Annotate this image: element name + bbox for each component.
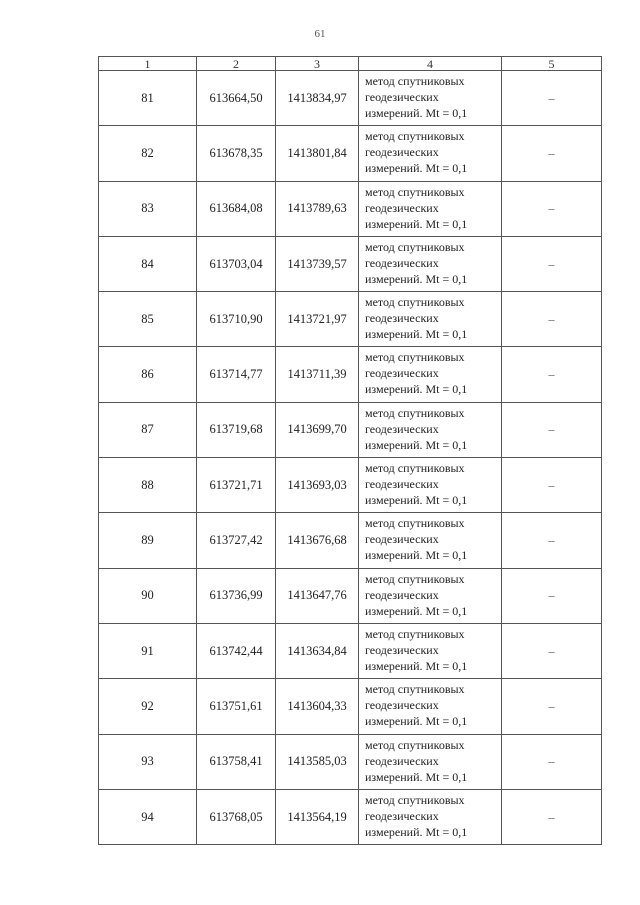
method-cell bbox=[359, 236, 502, 291]
method-line: метод спутниковых bbox=[365, 737, 465, 752]
column-header-2: 2 bbox=[197, 57, 276, 71]
method-cell bbox=[359, 623, 502, 678]
table-row bbox=[99, 734, 602, 789]
note-cell: – bbox=[502, 623, 602, 678]
note-cell: – bbox=[502, 126, 602, 181]
x-coordinate-cell: 613768,05 bbox=[197, 789, 276, 844]
method-line: метод спутниковых bbox=[365, 626, 465, 641]
method-line: измерений. Mt = 0,1 bbox=[365, 216, 468, 231]
method-line: измерений. Mt = 0,1 bbox=[365, 714, 468, 729]
method-line: геодезических bbox=[365, 642, 439, 657]
method-cell bbox=[359, 71, 502, 126]
table-header-row bbox=[99, 57, 602, 71]
point-number-cell: 82 bbox=[99, 126, 197, 181]
method-line: геодезических bbox=[365, 477, 439, 492]
method-line: геодезических bbox=[365, 808, 439, 823]
method-line: метод спутниковых bbox=[365, 571, 465, 586]
table-row bbox=[99, 126, 602, 181]
point-number-cell: 84 bbox=[99, 236, 197, 291]
method-cell bbox=[359, 402, 502, 457]
method-cell bbox=[359, 679, 502, 734]
method-line: метод спутниковых bbox=[365, 74, 465, 88]
point-number-cell: 87 bbox=[99, 402, 197, 457]
point-number-cell: 85 bbox=[99, 292, 197, 347]
x-coordinate-cell: 613736,99 bbox=[197, 568, 276, 623]
method-line: метод спутниковых bbox=[365, 350, 465, 365]
note-cell: – bbox=[502, 513, 602, 568]
method-cell bbox=[359, 789, 502, 844]
y-coordinate-cell: 1413739,57 bbox=[276, 236, 359, 291]
method-line: измерений. Mt = 0,1 bbox=[365, 437, 468, 452]
column-header-4: 4 bbox=[359, 57, 502, 71]
point-number-cell: 88 bbox=[99, 458, 197, 513]
point-number-cell: 91 bbox=[99, 623, 197, 678]
method-line: геодезических bbox=[365, 421, 439, 436]
x-coordinate-cell: 613703,04 bbox=[197, 236, 276, 291]
x-coordinate-cell: 613714,77 bbox=[197, 347, 276, 402]
x-coordinate-cell: 613742,44 bbox=[197, 623, 276, 678]
coordinates-table bbox=[98, 56, 602, 845]
table-row bbox=[99, 402, 602, 457]
method-line: измерений. Mt = 0,1 bbox=[365, 769, 468, 784]
y-coordinate-cell: 1413647,76 bbox=[276, 568, 359, 623]
note-cell: – bbox=[502, 679, 602, 734]
note-cell: – bbox=[502, 236, 602, 291]
point-number-cell: 89 bbox=[99, 513, 197, 568]
y-coordinate-cell: 1413564,19 bbox=[276, 789, 359, 844]
table-row bbox=[99, 679, 602, 734]
method-line: геодезических bbox=[365, 532, 439, 547]
x-coordinate-cell: 613684,08 bbox=[197, 181, 276, 236]
point-number-cell: 92 bbox=[99, 679, 197, 734]
method-line: геодезических bbox=[365, 90, 439, 104]
method-cell bbox=[359, 126, 502, 181]
method-line: измерений. Mt = 0,1 bbox=[365, 327, 468, 342]
method-line: метод спутниковых bbox=[365, 129, 465, 144]
method-line: метод спутниковых bbox=[365, 239, 465, 254]
method-line: измерений. Mt = 0,1 bbox=[365, 271, 468, 286]
note-cell: – bbox=[502, 71, 602, 126]
method-line: метод спутниковых bbox=[365, 516, 465, 531]
y-coordinate-cell: 1413676,68 bbox=[276, 513, 359, 568]
method-line: измерений. Mt = 0,1 bbox=[365, 161, 468, 176]
method-line: геодезических bbox=[365, 255, 439, 270]
table-row bbox=[99, 458, 602, 513]
method-cell bbox=[359, 458, 502, 513]
method-line: геодезических bbox=[365, 200, 439, 215]
method-line: измерений. Mt = 0,1 bbox=[365, 824, 468, 839]
note-cell: – bbox=[502, 789, 602, 844]
point-number-cell: 81 bbox=[99, 71, 197, 126]
method-line: метод спутниковых bbox=[365, 184, 465, 199]
column-header-1: 1 bbox=[99, 57, 197, 71]
x-coordinate-cell: 613678,35 bbox=[197, 126, 276, 181]
method-line: метод спутниковых bbox=[365, 295, 465, 310]
note-cell: – bbox=[502, 458, 602, 513]
method-cell bbox=[359, 347, 502, 402]
method-line: метод спутниковых bbox=[365, 405, 465, 420]
method-line: метод спутниковых bbox=[365, 461, 465, 476]
y-coordinate-cell: 1413699,70 bbox=[276, 402, 359, 457]
method-line: измерений. Mt = 0,1 bbox=[365, 548, 468, 563]
y-coordinate-cell: 1413834,97 bbox=[276, 71, 359, 126]
y-coordinate-cell: 1413801,84 bbox=[276, 126, 359, 181]
note-cell: – bbox=[502, 181, 602, 236]
page-number: 61 bbox=[314, 28, 326, 40]
x-coordinate-cell: 613758,41 bbox=[197, 734, 276, 789]
method-line: измерений. Mt = 0,1 bbox=[365, 658, 468, 673]
column-header-5: 5 bbox=[502, 57, 602, 71]
y-coordinate-cell: 1413789,63 bbox=[276, 181, 359, 236]
y-coordinate-cell: 1413634,84 bbox=[276, 623, 359, 678]
note-cell: – bbox=[502, 292, 602, 347]
table-row bbox=[99, 513, 602, 568]
table-row bbox=[99, 181, 602, 236]
table-row bbox=[99, 568, 602, 623]
x-coordinate-cell: 613751,61 bbox=[197, 679, 276, 734]
table-row bbox=[99, 71, 602, 126]
x-coordinate-cell: 613721,71 bbox=[197, 458, 276, 513]
note-cell: – bbox=[502, 734, 602, 789]
method-line: геодезических bbox=[365, 698, 439, 713]
y-coordinate-cell: 1413604,33 bbox=[276, 679, 359, 734]
method-line: измерений. Mt = 0,1 bbox=[365, 382, 468, 397]
point-number-cell: 90 bbox=[99, 568, 197, 623]
note-cell: – bbox=[502, 347, 602, 402]
method-line: геодезических bbox=[365, 311, 439, 326]
point-number-cell: 93 bbox=[99, 734, 197, 789]
method-line: геодезических bbox=[365, 145, 439, 160]
point-number-cell: 86 bbox=[99, 347, 197, 402]
method-line: измерений. Mt = 0,1 bbox=[365, 603, 468, 618]
y-coordinate-cell: 1413711,39 bbox=[276, 347, 359, 402]
table-row bbox=[99, 789, 602, 844]
method-cell bbox=[359, 734, 502, 789]
method-line: геодезических bbox=[365, 366, 439, 381]
y-coordinate-cell: 1413693,03 bbox=[276, 458, 359, 513]
table-row bbox=[99, 623, 602, 678]
method-line: геодезических bbox=[365, 753, 439, 768]
table-body bbox=[99, 71, 602, 845]
table-row bbox=[99, 236, 602, 291]
note-cell: – bbox=[502, 402, 602, 457]
y-coordinate-cell: 1413585,03 bbox=[276, 734, 359, 789]
y-coordinate-cell: 1413721,97 bbox=[276, 292, 359, 347]
method-cell bbox=[359, 292, 502, 347]
table-row bbox=[99, 347, 602, 402]
point-number-cell: 83 bbox=[99, 181, 197, 236]
column-header-3: 3 bbox=[276, 57, 359, 71]
x-coordinate-cell: 613710,90 bbox=[197, 292, 276, 347]
x-coordinate-cell: 613719,68 bbox=[197, 402, 276, 457]
x-coordinate-cell: 613664,50 bbox=[197, 71, 276, 126]
method-cell bbox=[359, 513, 502, 568]
note-cell: – bbox=[502, 568, 602, 623]
method-line: измерений. Mt = 0,1 bbox=[365, 106, 468, 120]
point-number-cell: 94 bbox=[99, 789, 197, 844]
method-cell bbox=[359, 568, 502, 623]
method-line: метод спутниковых bbox=[365, 792, 465, 807]
x-coordinate-cell: 613727,42 bbox=[197, 513, 276, 568]
method-line: измерений. Mt = 0,1 bbox=[365, 493, 468, 508]
method-line: геодезических bbox=[365, 587, 439, 602]
table-row bbox=[99, 292, 602, 347]
method-line: метод спутниковых bbox=[365, 682, 465, 697]
method-cell bbox=[359, 181, 502, 236]
